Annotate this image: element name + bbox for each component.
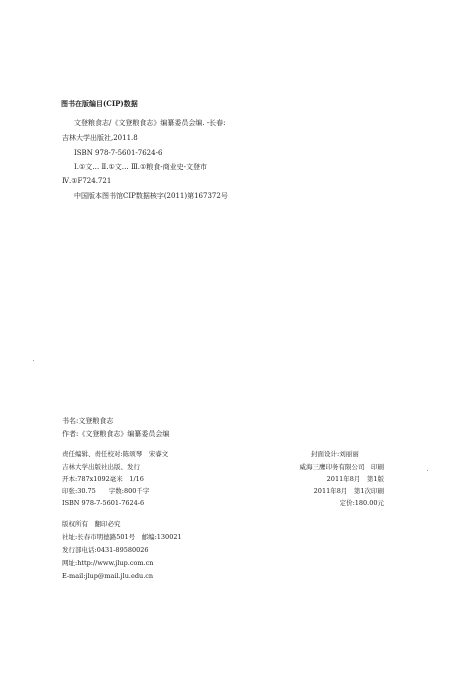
isbn-line: ISBN 978-7-5601-7624-6 xyxy=(62,499,145,507)
edition-text: 2011年8月 第1版 xyxy=(326,475,384,483)
sheets-wordcount-line: 印张:30.75 字数:800千字 xyxy=(62,487,150,495)
scan-speck xyxy=(427,470,428,471)
cip-verification-number: 中国版本图书馆CIP数据核字(2011)第167372号 xyxy=(74,192,228,200)
edition-line xyxy=(254,476,384,483)
cip-line-2: 吉林大学出版社,2011.8 xyxy=(62,134,138,142)
address-line: 社址:长春市明德路501号 邮编:130021 xyxy=(62,533,182,541)
printer-line xyxy=(235,464,384,471)
scan-speck xyxy=(33,360,34,361)
publisher-line: 吉林大学出版社出版、发行 xyxy=(62,463,140,471)
format-line: 开本:787x1092毫米 1/16 xyxy=(62,475,144,483)
printing-text: 2011年8月 第1次印刷 xyxy=(313,487,384,495)
email-line: E-mail:jlup@mail.jlu.edu.cn xyxy=(62,572,154,580)
price-line xyxy=(304,500,384,507)
cip-line-class-code: Ⅳ.①F724.721 xyxy=(62,177,112,185)
book-title-line: 书名:文登粮食志 xyxy=(62,417,114,425)
copyright-notice: 版权所有 翻印必究 xyxy=(62,520,121,528)
cip-line-classification: Ⅰ.①文… Ⅱ.①文… Ⅲ.①粮食-商业史-文登市 xyxy=(74,163,207,171)
book-author-line: 作者:《文登粮食志》编纂委员会编 xyxy=(62,430,170,438)
cover-design-line: 封面设计:刘丽丽 xyxy=(311,450,359,458)
cip-line-1: 文登粮食志/《文登粮食志》编纂委员会编. -长春: xyxy=(74,119,226,127)
printing-line xyxy=(254,488,384,495)
cip-heading: 图书在版编目(CIP)数据 xyxy=(61,99,138,108)
cip-line-isbn: ISBN 978-7-5601-7624-6 xyxy=(74,149,163,157)
website-line: 网址:http://www.jlup.com.cn xyxy=(62,559,154,567)
printer-text: 威海三鹰印务有限公司 印刷 xyxy=(299,463,384,471)
editors-line: 责任编辑、责任校对:陈颂琴 宋睿文 xyxy=(62,450,169,458)
price-text: 定价:180.00元 xyxy=(339,499,384,507)
phone-line: 发行部电话:0431-89580026 xyxy=(62,546,149,554)
